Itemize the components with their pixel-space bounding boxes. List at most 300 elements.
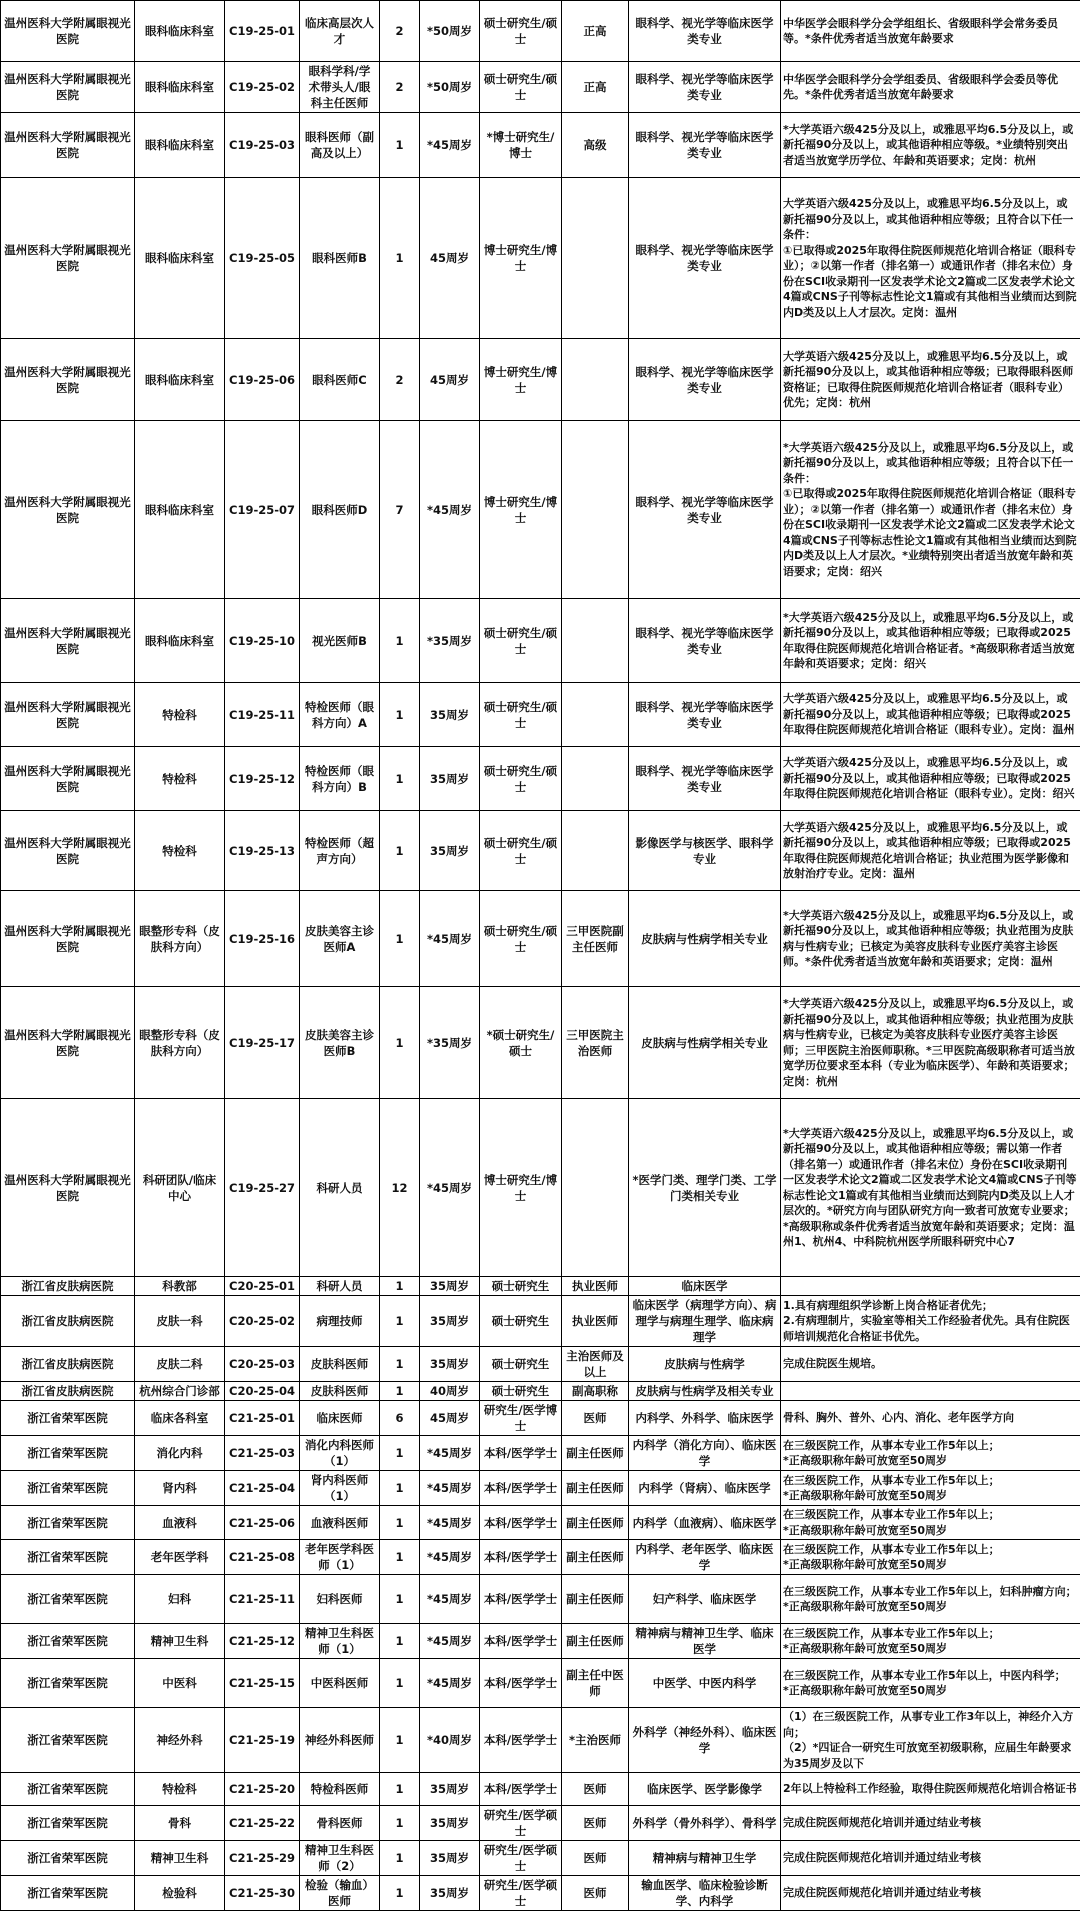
hospital-cell: 温州医科大学附属眼视光医院 — [1, 1, 135, 62]
professional-title-cell: 副主任医师 — [562, 1506, 629, 1540]
position-name-cell: 皮肤美容主诊医师A — [300, 891, 380, 987]
major-cell: 眼科学、视光学等临床医学类专业 — [629, 683, 781, 747]
professional-title-cell — [562, 339, 629, 421]
hospital-cell: 温州医科大学附属眼视光医院 — [1, 178, 135, 339]
headcount-cell: 1 — [380, 1876, 420, 1911]
position-code-cell: C19-25-11 — [225, 683, 300, 747]
requirement-line: 大学英语六级425分及以上，或雅思平均6.5分及以上，或新托福90分及以上，或其他语种相应等级；已取得或2025年取得住院医师规范化培训合格证（眼科专业）。定岗：绍兴 — [783, 755, 1078, 802]
position-name-cell: 特检医师（超声方向） — [300, 811, 380, 891]
position-code-cell: C21-25-29 — [225, 1841, 300, 1876]
hospital-cell: 浙江省荣军医院 — [1, 1624, 135, 1659]
requirements-cell — [781, 683, 1080, 747]
professional-title-cell: 高级 — [562, 113, 629, 178]
education-cell: 硕士研究生/硕士 — [480, 683, 562, 747]
hospital-cell: 浙江省荣军医院 — [1, 1773, 135, 1806]
education-cell: 硕士研究生/硕士 — [480, 747, 562, 811]
position-code-cell: C19-25-13 — [225, 811, 300, 891]
table-row — [1, 1708, 1080, 1773]
hospital-cell: 浙江省荣军医院 — [1, 1659, 135, 1708]
age-limit-cell: 40周岁 — [420, 1382, 480, 1401]
table-row — [1, 987, 1080, 1099]
major-cell: 眼科学、视光学等临床医学类专业 — [629, 421, 781, 599]
headcount-cell: 1 — [380, 1659, 420, 1708]
hospital-cell: 浙江省皮肤病医院 — [1, 1347, 135, 1382]
age-limit-cell: 45周岁 — [420, 339, 480, 421]
age-limit-cell: *40周岁 — [420, 1708, 480, 1773]
major-cell: 输血医学、临床检验诊断学、内科学 — [629, 1876, 781, 1911]
education-cell: 硕士研究生 — [480, 1296, 562, 1347]
position-name-cell: 眼科医师D — [300, 421, 380, 599]
professional-title-cell: 副主任医师 — [562, 1575, 629, 1624]
major-cell: 精神病与精神卫生学、临床医学 — [629, 1624, 781, 1659]
department-cell: 消化内科 — [135, 1436, 225, 1471]
major-cell: 内科学（肾病）、临床医学 — [629, 1471, 781, 1506]
major-cell: 皮肤病与性病学相关专业 — [629, 987, 781, 1099]
position-code-cell: C21-25-22 — [225, 1806, 300, 1841]
headcount-cell: 1 — [380, 113, 420, 178]
professional-title-cell: 医师 — [562, 1401, 629, 1436]
position-name-cell: 消化内科医师（1） — [300, 1436, 380, 1471]
table-row — [1, 1, 1080, 62]
requirements-cell — [781, 1708, 1080, 1773]
education-cell: 本科/医学学士 — [480, 1540, 562, 1575]
major-cell: 内科学（血液病）、临床医学 — [629, 1506, 781, 1540]
requirements-cell — [781, 1806, 1080, 1841]
position-code-cell: C19-25-03 — [225, 113, 300, 178]
requirements-cell — [781, 178, 1080, 339]
department-cell: 眼科临床科室 — [135, 178, 225, 339]
table-row — [1, 1436, 1080, 1471]
headcount-cell: 1 — [380, 1382, 420, 1401]
professional-title-cell — [562, 683, 629, 747]
requirements-cell — [781, 1841, 1080, 1876]
table-row — [1, 62, 1080, 113]
hospital-cell: 温州医科大学附属眼视光医院 — [1, 339, 135, 421]
position-name-cell: 视光医师B — [300, 599, 380, 683]
requirement-line: 大学英语六级425分及以上，或雅思平均6.5分及以上，或新托福90分及以上，或其他语种相应等级；已取得或2025年取得住院医师规范化培训合格证；执业范围为医学影像和放射治疗专业。定岗：温州 — [783, 820, 1078, 882]
age-limit-cell: *45周岁 — [420, 1471, 480, 1506]
requirement-line: 1.具有病理组织学诊断上岗合格证者优先； — [783, 1298, 1078, 1314]
department-cell: 眼整形专科（皮肤科方向） — [135, 891, 225, 987]
age-limit-cell: 35周岁 — [420, 1277, 480, 1296]
hospital-cell: 浙江省荣军医院 — [1, 1471, 135, 1506]
hospital-cell: 温州医科大学附属眼视光医院 — [1, 987, 135, 1099]
age-limit-cell: 35周岁 — [420, 1876, 480, 1911]
professional-title-cell: 副主任医师 — [562, 1471, 629, 1506]
requirements-cell — [781, 987, 1080, 1099]
age-limit-cell: 35周岁 — [420, 1347, 480, 1382]
headcount-cell: 1 — [380, 1708, 420, 1773]
requirement-line: 完成住院医师规范化培训并通过结业考核 — [783, 1885, 1078, 1901]
requirements-cell — [781, 811, 1080, 891]
professional-title-cell — [562, 599, 629, 683]
department-cell: 眼科临床科室 — [135, 421, 225, 599]
table-row — [1, 811, 1080, 891]
hospital-cell: 温州医科大学附属眼视光医院 — [1, 747, 135, 811]
education-cell: 本科/医学学士 — [480, 1506, 562, 1540]
position-name-cell: 临床医师 — [300, 1401, 380, 1436]
headcount-cell: 1 — [380, 1506, 420, 1540]
requirement-line: 在三级医院工作，从事本专业工作5年以上，中医内科学； — [783, 1668, 1078, 1684]
major-cell: 外科学（骨外科学）、骨科学 — [629, 1806, 781, 1841]
hospital-cell: 温州医科大学附属眼视光医院 — [1, 62, 135, 113]
headcount-cell: 1 — [380, 599, 420, 683]
age-limit-cell: *45周岁 — [420, 891, 480, 987]
age-limit-cell: *45周岁 — [420, 113, 480, 178]
requirements-cell — [781, 1277, 1080, 1296]
major-cell: 眼科学、视光学等临床医学类专业 — [629, 178, 781, 339]
major-cell: 精神病与精神卫生学 — [629, 1841, 781, 1876]
headcount-cell: 1 — [380, 1436, 420, 1471]
hospital-cell: 浙江省荣军医院 — [1, 1401, 135, 1436]
education-cell: 硕士研究生/硕士 — [480, 62, 562, 113]
requirement-line: 骨科、胸外、普外、心内、消化、老年医学方向 — [783, 1410, 1078, 1426]
requirement-line: 大学英语六级425分及以上，或雅思平均6.5分及以上，或新托福90分及以上，或其他语种相应等级；且符合以下任一条件： — [783, 196, 1078, 243]
position-name-cell: 眼科学科/学术带头人/眼科主任医师 — [300, 62, 380, 113]
requirement-line: *正高级职称年龄可放宽至50周岁 — [783, 1641, 1078, 1657]
position-code-cell: C20-25-02 — [225, 1296, 300, 1347]
position-code-cell: C21-25-06 — [225, 1506, 300, 1540]
table-row — [1, 747, 1080, 811]
age-limit-cell: 45周岁 — [420, 178, 480, 339]
position-code-cell: C20-25-01 — [225, 1277, 300, 1296]
major-cell: 皮肤病与性病学及相关专业 — [629, 1382, 781, 1401]
age-limit-cell: *45周岁 — [420, 1436, 480, 1471]
major-cell: 皮肤病与性病学 — [629, 1347, 781, 1382]
department-cell: 眼整形专科（皮肤科方向） — [135, 987, 225, 1099]
department-cell: 血液科 — [135, 1506, 225, 1540]
position-code-cell: C19-25-16 — [225, 891, 300, 987]
requirement-line: 在三级医院工作，从事本专业工作5年以上，妇科肿瘤方向； — [783, 1584, 1078, 1600]
department-cell: 特检科 — [135, 747, 225, 811]
position-name-cell: 眼科医师B — [300, 178, 380, 339]
major-cell: 眼科学、视光学等临床医学类专业 — [629, 599, 781, 683]
professional-title-cell: 医师 — [562, 1841, 629, 1876]
requirements-cell — [781, 1540, 1080, 1575]
education-cell: 博士研究生/博士 — [480, 178, 562, 339]
requirements-cell — [781, 1575, 1080, 1624]
education-cell: 本科/医学学士 — [480, 1773, 562, 1806]
requirements-cell — [781, 891, 1080, 987]
hospital-cell: 温州医科大学附属眼视光医院 — [1, 599, 135, 683]
major-cell: 眼科学、视光学等临床医学类专业 — [629, 339, 781, 421]
education-cell: 硕士研究生/硕士 — [480, 891, 562, 987]
major-cell: 眼科学、视光学等临床医学类专业 — [629, 747, 781, 811]
department-cell: 杭州综合门诊部 — [135, 1382, 225, 1401]
position-code-cell: C19-25-06 — [225, 339, 300, 421]
professional-title-cell: 医师 — [562, 1876, 629, 1911]
requirements-cell — [781, 1382, 1080, 1401]
professional-title-cell: *主治医师 — [562, 1708, 629, 1773]
position-code-cell: C19-25-07 — [225, 421, 300, 599]
hospital-cell: 浙江省荣军医院 — [1, 1540, 135, 1575]
requirement-line: （1）在三级医院工作，从事专业工作3年以上，神经介入方向； — [783, 1709, 1078, 1740]
requirement-line: 完成住院医师规范化培训并通过结业考核 — [783, 1850, 1078, 1866]
age-limit-cell: 35周岁 — [420, 683, 480, 747]
requirements-cell — [781, 1506, 1080, 1540]
requirements-cell — [781, 1436, 1080, 1471]
position-name-cell: 临床高层次人才 — [300, 1, 380, 62]
major-cell: 内科学、老年医学、临床医学 — [629, 1540, 781, 1575]
education-cell: 硕士研究生 — [480, 1347, 562, 1382]
position-code-cell: C21-25-01 — [225, 1401, 300, 1436]
position-code-cell: C21-25-11 — [225, 1575, 300, 1624]
requirements-cell — [781, 1, 1080, 62]
hospital-cell: 浙江省荣军医院 — [1, 1841, 135, 1876]
table-row — [1, 1277, 1080, 1296]
age-limit-cell: 35周岁 — [420, 1841, 480, 1876]
hospital-cell: 浙江省荣军医院 — [1, 1708, 135, 1773]
requirements-cell — [781, 1401, 1080, 1436]
professional-title-cell: 三甲医院副主任医师 — [562, 891, 629, 987]
requirement-line: ①已取得或2025年取得住院医师规范化培训合格证（眼科专业）；②以第一作者（排名第一）或通讯作者（排名末位）身份在SCI收录期刊一区发表学术论文2篇或二区发表学术论文4篇或CNS子刊等标志性论文1篇或有其他相当业绩而达到院内D类及以上人才层次。*业绩特别突出者适当放宽年龄和英语要求；定岗：绍兴 — [783, 486, 1078, 579]
position-code-cell: C21-25-15 — [225, 1659, 300, 1708]
requirement-line: 中华医学会眼科学分会学组委员、省级眼科学会委员等优先。*条件优秀者适当放宽年龄要求 — [783, 72, 1078, 103]
age-limit-cell: *45周岁 — [420, 1624, 480, 1659]
professional-title-cell: 三甲医院主治医师 — [562, 987, 629, 1099]
department-cell: 肾内科 — [135, 1471, 225, 1506]
requirement-line: *大学英语六级425分及以上，或雅思平均6.5分及以上，或新托福90分及以上，或其他语种相应等级；执业范围为皮肤病与性病专业；已核定为美容皮肤科专业医疗美容主诊医师。*条件优秀者适当放宽年龄和英语要求；定岗：温州 — [783, 908, 1078, 970]
requirements-cell — [781, 421, 1080, 599]
headcount-cell: 1 — [380, 1347, 420, 1382]
department-cell: 神经外科 — [135, 1708, 225, 1773]
department-cell: 特检科 — [135, 1773, 225, 1806]
table-row — [1, 1506, 1080, 1540]
table-row — [1, 1296, 1080, 1347]
table-row — [1, 1773, 1080, 1806]
headcount-cell: 1 — [380, 1841, 420, 1876]
requirements-cell — [781, 1099, 1080, 1277]
education-cell: 硕士研究生 — [480, 1277, 562, 1296]
department-cell: 特检科 — [135, 811, 225, 891]
professional-title-cell — [562, 421, 629, 599]
department-cell: 特检科 — [135, 683, 225, 747]
major-cell: 影像医学与核医学、眼科学专业 — [629, 811, 781, 891]
department-cell: 中医科 — [135, 1659, 225, 1708]
education-cell: *硕士研究生/硕士 — [480, 987, 562, 1099]
position-name-cell: 特检科医师 — [300, 1773, 380, 1806]
table-row — [1, 1876, 1080, 1911]
age-limit-cell: *35周岁 — [420, 599, 480, 683]
professional-title-cell: 副高职称 — [562, 1382, 629, 1401]
headcount-cell: 7 — [380, 421, 420, 599]
education-cell: 硕士研究生/硕士 — [480, 811, 562, 891]
requirements-cell — [781, 1471, 1080, 1506]
department-cell: 检验科 — [135, 1876, 225, 1911]
professional-title-cell — [562, 747, 629, 811]
position-name-cell: 病理技师 — [300, 1296, 380, 1347]
age-limit-cell: *45周岁 — [420, 1506, 480, 1540]
hospital-cell: 温州医科大学附属眼视光医院 — [1, 683, 135, 747]
table-row — [1, 113, 1080, 178]
major-cell: 外科学（神经外科）、临床医学 — [629, 1708, 781, 1773]
hospital-cell: 浙江省荣军医院 — [1, 1575, 135, 1624]
position-code-cell: C21-25-08 — [225, 1540, 300, 1575]
age-limit-cell: *45周岁 — [420, 1099, 480, 1277]
major-cell: *医学门类、理学门类、工学门类相关专业 — [629, 1099, 781, 1277]
table-row — [1, 891, 1080, 987]
position-code-cell: C21-25-03 — [225, 1436, 300, 1471]
education-cell: 研究生/医学硕士 — [480, 1841, 562, 1876]
table-row — [1, 683, 1080, 747]
age-limit-cell: 35周岁 — [420, 1296, 480, 1347]
table-row — [1, 1575, 1080, 1624]
professional-title-cell: 正高 — [562, 1, 629, 62]
professional-title-cell: 副主任医师 — [562, 1436, 629, 1471]
major-cell: 内科学、外科学、临床医学 — [629, 1401, 781, 1436]
requirement-line: 在三级医院工作，从事本专业工作5年以上； — [783, 1473, 1078, 1489]
professional-title-cell: 医师 — [562, 1773, 629, 1806]
major-cell: 皮肤病与性病学相关专业 — [629, 891, 781, 987]
headcount-cell: 1 — [380, 1624, 420, 1659]
hospital-cell: 温州医科大学附属眼视光医院 — [1, 891, 135, 987]
headcount-cell: 1 — [380, 987, 420, 1099]
headcount-cell: 2 — [380, 62, 420, 113]
headcount-cell: 1 — [380, 811, 420, 891]
age-limit-cell: 35周岁 — [420, 747, 480, 811]
hospital-cell: 浙江省荣军医院 — [1, 1876, 135, 1911]
professional-title-cell: 正高 — [562, 62, 629, 113]
department-cell: 眼科临床科室 — [135, 1, 225, 62]
table-row — [1, 1841, 1080, 1876]
professional-title-cell: 医师 — [562, 1806, 629, 1841]
headcount-cell: 1 — [380, 747, 420, 811]
position-name-cell: 精神卫生科医师（1） — [300, 1624, 380, 1659]
requirements-cell — [781, 113, 1080, 178]
position-code-cell: C19-25-01 — [225, 1, 300, 62]
position-name-cell: 中医科医师 — [300, 1659, 380, 1708]
hospital-cell: 浙江省荣军医院 — [1, 1506, 135, 1540]
professional-title-cell: 副主任中医师 — [562, 1659, 629, 1708]
position-code-cell: C20-25-03 — [225, 1347, 300, 1382]
table-row — [1, 178, 1080, 339]
age-limit-cell: *35周岁 — [420, 987, 480, 1099]
major-cell: 临床医学（病理学方向）、病理学与病理生理学、临床病理学 — [629, 1296, 781, 1347]
major-cell: 眼科学、视光学等临床医学类专业 — [629, 113, 781, 178]
requirement-line: *大学英语六级425分及以上，或雅思平均6.5分及以上，或新托福90分及以上，或其他语种相应等级；已取得或2025年取得住院医师规范化培训合格证者。*高级职称者适当放宽年龄和英语要求；定岗：绍兴 — [783, 610, 1078, 672]
major-cell: 眼科学、视光学等临床医学类专业 — [629, 1, 781, 62]
department-cell: 精神卫生科 — [135, 1624, 225, 1659]
headcount-cell: 1 — [380, 1540, 420, 1575]
education-cell: 本科/医学学士 — [480, 1575, 562, 1624]
professional-title-cell: 执业医师 — [562, 1277, 629, 1296]
department-cell: 骨科 — [135, 1806, 225, 1841]
department-cell: 科教部 — [135, 1277, 225, 1296]
hospital-cell: 浙江省皮肤病医院 — [1, 1382, 135, 1401]
major-cell: 眼科学、视光学等临床医学类专业 — [629, 62, 781, 113]
requirements-cell — [781, 599, 1080, 683]
position-code-cell: C21-25-12 — [225, 1624, 300, 1659]
education-cell: 本科/医学学士 — [480, 1659, 562, 1708]
education-cell: 本科/医学学士 — [480, 1708, 562, 1773]
age-limit-cell: *45周岁 — [420, 1575, 480, 1624]
requirement-line: 中华医学会眼科学分会学组组长、省级眼科学会常务委员等。*条件优秀者适当放宽年龄要求 — [783, 16, 1078, 47]
department-cell: 眼科临床科室 — [135, 113, 225, 178]
education-cell: 本科/医学学士 — [480, 1436, 562, 1471]
requirement-line: 在三级医院工作，从事本专业工作5年以上； — [783, 1626, 1078, 1642]
age-limit-cell: *45周岁 — [420, 421, 480, 599]
requirement-line: *正高级职称年龄可放宽至50周岁 — [783, 1488, 1078, 1504]
requirements-cell — [781, 747, 1080, 811]
position-name-cell: 皮肤科医师 — [300, 1382, 380, 1401]
position-name-cell: 血液科医师 — [300, 1506, 380, 1540]
requirements-cell — [781, 62, 1080, 113]
professional-title-cell: 副主任医师 — [562, 1624, 629, 1659]
position-name-cell: 神经外科医师 — [300, 1708, 380, 1773]
education-cell: 研究生/医学硕士 — [480, 1876, 562, 1911]
requirement-line: （2）*四证合一研究生可放宽至初级职称，应届生年龄要求为35周岁及以下 — [783, 1740, 1078, 1771]
hospital-cell: 温州医科大学附属眼视光医院 — [1, 113, 135, 178]
requirement-line: *大学英语六级425分及以上，或雅思平均6.5分及以上，或新托福90分及以上，或其他语种相应等级；执业范围为皮肤病与性病专业，已核定为美容皮肤科专业医疗美容主诊医师；三甲医院主治医师职称。*三甲医院高级职称者可适当放宽学历位要求至本科（专业为临床医学）、年龄和英语要求；定岗：杭州 — [783, 996, 1078, 1089]
headcount-cell: 1 — [380, 1296, 420, 1347]
table-row — [1, 599, 1080, 683]
requirement-line: 2年以上特检科工作经验，取得住院医师规范化培训合格证书 — [783, 1781, 1078, 1797]
table-row — [1, 1806, 1080, 1841]
headcount-cell: 1 — [380, 891, 420, 987]
age-limit-cell: 35周岁 — [420, 811, 480, 891]
table-row — [1, 1401, 1080, 1436]
professional-title-cell: 执业医师 — [562, 1296, 629, 1347]
age-limit-cell: *45周岁 — [420, 1540, 480, 1575]
age-limit-cell: *50周岁 — [420, 1, 480, 62]
requirement-line: ①已取得或2025年取得住院医师规范化培训合格证（眼科专业）；②以第一作者（排名第一）或通讯作者（排名末位）身份在SCI收录期刊一区发表学术论文2篇或二区发表学术论文4篇或CNS子刊等标志性论文1篇或有其他相当业绩而达到院内D类及以上人才层次。定岗：温州 — [783, 243, 1078, 321]
hospital-cell: 浙江省皮肤病医院 — [1, 1277, 135, 1296]
requirement-line: *正高级职称年龄可放宽至50周岁 — [783, 1523, 1078, 1539]
headcount-cell: 1 — [380, 178, 420, 339]
headcount-cell: 1 — [380, 1575, 420, 1624]
position-code-cell: C19-25-10 — [225, 599, 300, 683]
requirement-line: *大学英语六级425分及以上，或雅思平均6.5分及以上，或新托福90分及以上，或其他语种相应等级；且符合以下任一条件： — [783, 440, 1078, 487]
headcount-cell: 2 — [380, 339, 420, 421]
position-name-cell: 科研人员 — [300, 1277, 380, 1296]
major-cell: 临床医学、医学影像学 — [629, 1773, 781, 1806]
department-cell: 眼科临床科室 — [135, 599, 225, 683]
department-cell: 妇科 — [135, 1575, 225, 1624]
hospital-cell: 浙江省荣军医院 — [1, 1436, 135, 1471]
requirements-cell — [781, 339, 1080, 421]
requirement-line: 大学英语六级425分及以上，或雅思平均6.5分及以上，或新托福90分及以上，或其他语种相应等级；已取得或2025年取得住院医师规范化培训合格证（眼科专业）。定岗：温州 — [783, 691, 1078, 738]
position-code-cell: C19-25-02 — [225, 62, 300, 113]
position-name-cell: 老年医学科医师（1） — [300, 1540, 380, 1575]
requirement-line: 在三级医院工作，从事本专业工作5年以上； — [783, 1542, 1078, 1558]
requirements-cell — [781, 1876, 1080, 1911]
age-limit-cell: 45周岁 — [420, 1401, 480, 1436]
hospital-cell: 温州医科大学附属眼视光医院 — [1, 421, 135, 599]
requirements-cell — [781, 1659, 1080, 1708]
education-cell: 研究生/医学硕士 — [480, 1806, 562, 1841]
department-cell: 皮肤二科 — [135, 1347, 225, 1382]
headcount-cell: 12 — [380, 1099, 420, 1277]
table-row — [1, 1347, 1080, 1382]
education-cell: 硕士研究生/硕士 — [480, 1, 562, 62]
position-name-cell: 眼科医师（副高及以上） — [300, 113, 380, 178]
position-name-cell: 骨科医师 — [300, 1806, 380, 1841]
department-cell: 眼科临床科室 — [135, 62, 225, 113]
table-row — [1, 1659, 1080, 1708]
headcount-cell: 6 — [380, 1401, 420, 1436]
headcount-cell: 1 — [380, 1471, 420, 1506]
professional-title-cell — [562, 1099, 629, 1277]
headcount-cell: 1 — [380, 1277, 420, 1296]
age-limit-cell: 35周岁 — [420, 1773, 480, 1806]
position-name-cell: 眼科医师C — [300, 339, 380, 421]
table-row — [1, 1624, 1080, 1659]
professional-title-cell — [562, 811, 629, 891]
age-limit-cell: 35周岁 — [420, 1806, 480, 1841]
education-cell: *博士研究生/博士 — [480, 113, 562, 178]
requirement-line: *大学英语六级425分及以上，或雅思平均6.5分及以上，或新托福90分及以上，或其他语种相应等级。*业绩特别突出者适当放宽学历学位、年龄和英语要求；定岗：杭州 — [783, 122, 1078, 169]
department-cell: 科研团队/临床中心 — [135, 1099, 225, 1277]
